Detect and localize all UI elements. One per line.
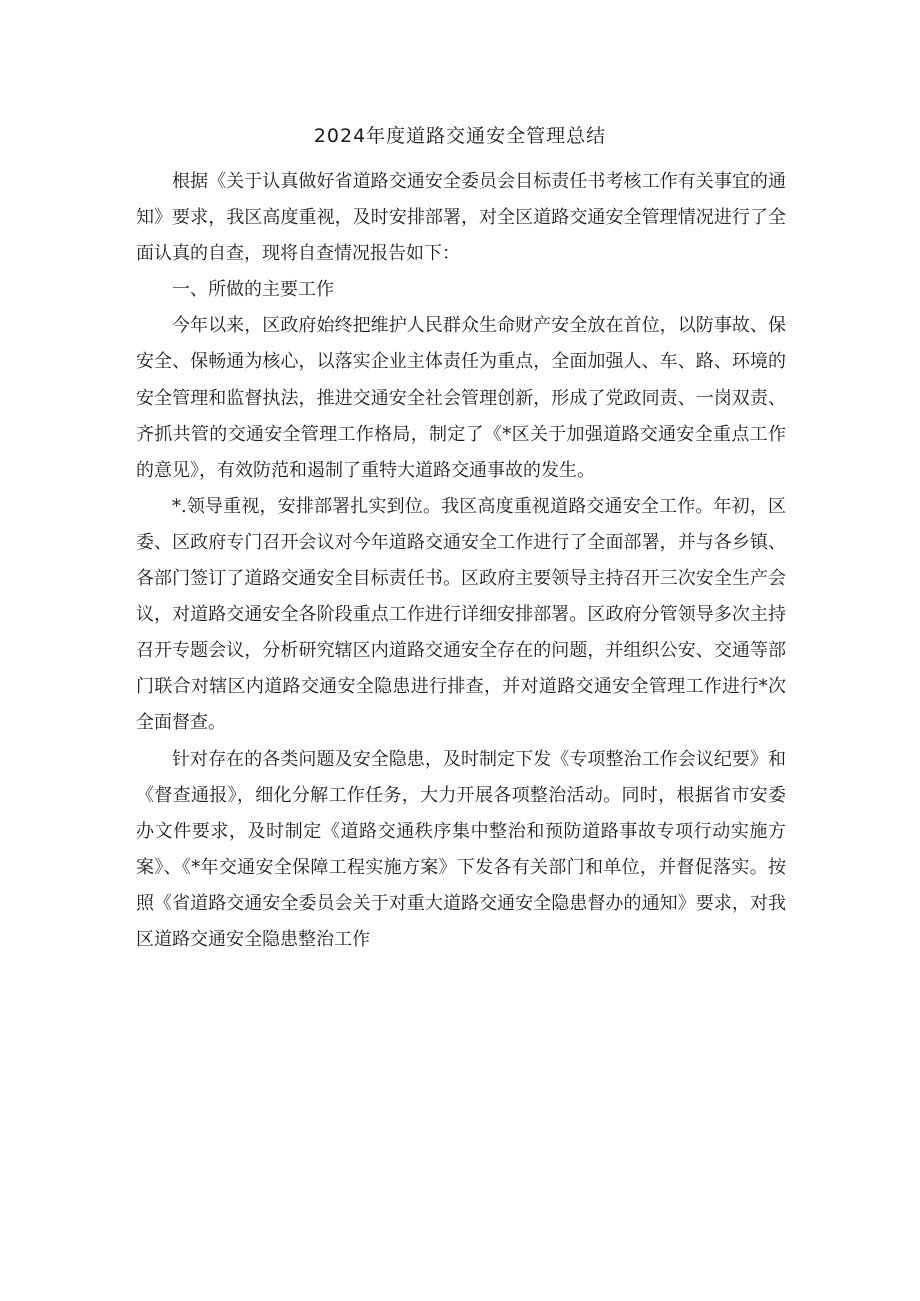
section-heading: 一、所做的主要工作 <box>172 279 334 301</box>
document-body <box>136 164 786 958</box>
paragraph-rectification: 针对存在的各类问题及安全隐患，及时制定下发《专项整治工作会议纪要》和《督查通报》，细化分解工作任务，大力开展各项整治活动。同时，根据省市安委办文件要求，及时制定《道路交通秩序集中整治和预防道路事故专项行动实施方案》、《*年交通安全保障工程实施方案》下发各有关部门和单位，并督促落实。按照《省道路交通安全委员会关于对重大道路交通安全隐患督办的通知》要求，对我区道路交通安全隐患整治工作 <box>136 748 786 950</box>
paragraph-leadership: *.领导重视，安排部署扎实到位。我区高度重视道路交通安全工作。年初，区委、区政府专门召开会议对今年道路交通安全工作进行了全面部署，并与各乡镇、各部门签订了道路交通安全目标责任书。区政府主要领导主持召开三次安全生产会议，对道路交通安全各阶段重点工作进行详细安排部署。区政府分管领导多次主持召开专题会议，分析研究辖区内道路交通安全存在的问题，并组织公安、交通等部门联合对辖区内道路交通安全隐患进行排查，并对道路交通安全管理工作进行*次全面督查。 <box>136 495 786 734</box>
paragraph-overview: 今年以来，区政府始终把维护人民群众生命财产安全放在首位，以防事故、保安全、保畅通为核心，以落实企业主体责任为重点，全面加强人、车、路、环境的安全管理和监督执法，推进交通安全社会管理创新，形成了党政同责、一岗双责、齐抓共管的交通安全管理工作格局，制定了《*区关于加强道路交通安全重点工作的意见》，有效防范和遏制了重特大道路交通事故的发生。 <box>136 315 786 481</box>
document-title: 2024年度道路交通安全管理总结 <box>313 125 607 147</box>
paragraph-intro: 根据《关于认真做好省道路交通安全委员会目标责任书考核工作有关事宜的通知》要求，我区高度重视，及时安排部署，对全区道路交通安全管理情况进行了全面认真的自查，现将自查情况报告如下： <box>136 171 786 265</box>
